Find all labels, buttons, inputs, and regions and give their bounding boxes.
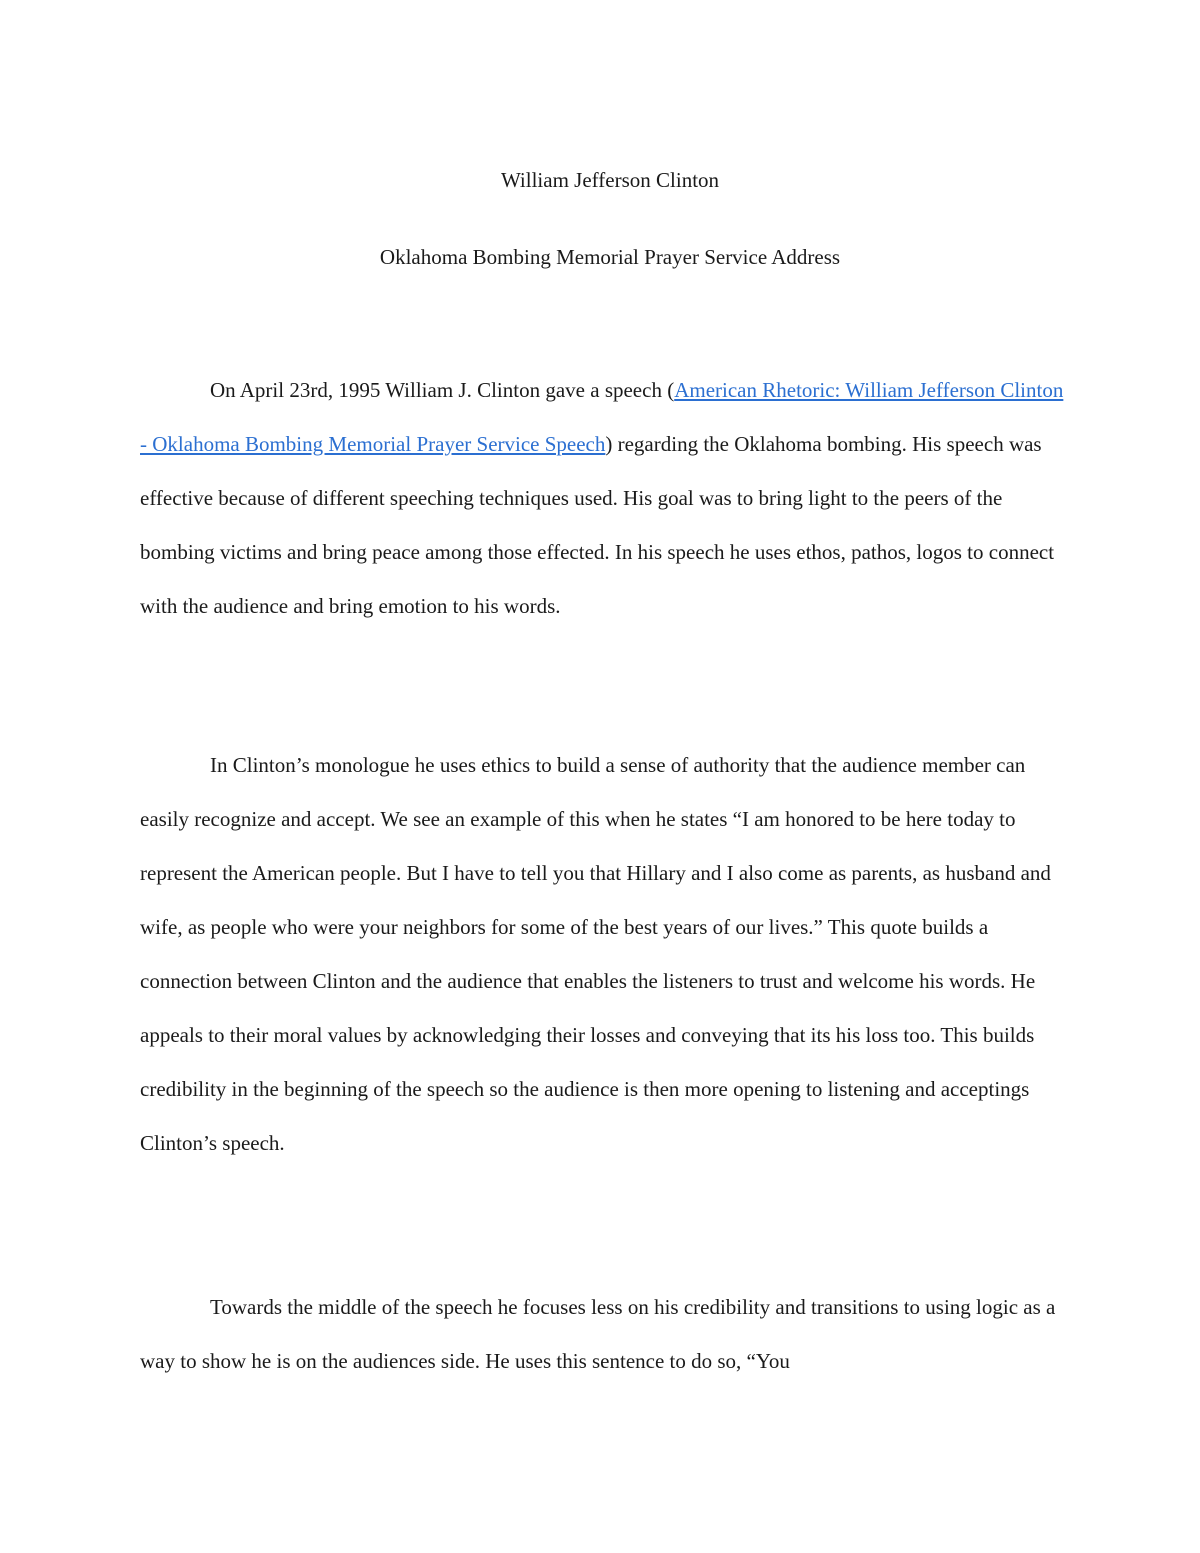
paragraph-2 xyxy=(140,738,1065,1170)
paragraph-3 xyxy=(140,1280,1065,1388)
paragraph-1 xyxy=(140,363,1065,633)
paragraph-3-text: Towards the middle of the speech he focuses less on his credibility and transitions to using logic as a way to show he is on the audiences side. He uses this sentence to do so, “You xyxy=(140,1295,1056,1373)
author-heading: William Jefferson Clinton xyxy=(500,168,720,192)
paragraph-1-body: ) regarding the Oklahoma bombing. His speech was effective because of different speeching techniques used. His goal was to bring light to the peers of the bombing victims and bring peace among those effected. In his speech he uses ethos, pathos, logos to connect with the audience and bring emotion to his words. xyxy=(140,432,1055,618)
document-title: Oklahoma Bombing Memorial Prayer Service Address xyxy=(379,245,841,269)
citation-link[interactable]: American Rhetoric: William Jefferson Clinton - Oklahoma Bombing Memorial Prayer Service Speech xyxy=(140,378,1064,456)
paragraph-1-intro: On April 23rd, 1995 William J. Clinton gave a speech ( xyxy=(210,378,675,402)
paragraph-2-text: In Clinton’s monologue he uses ethics to build a sense of authority that the audience member can easily recognize and accept. We see an example of this when he states “I am honored to be here today to represent the American people. But I have to tell you that Hillary and I also come as parents, as husband and wife, as people who were your neighbors for some of the best years of our lives.” This quote builds a connection between Clinton and the audience that enables the listeners to trust and welcome his words. He appeals to their moral values by acknowledging their losses and conveying that its his loss too. This builds credibility in the beginning of the speech so the audience is then more opening to listening and acceptings Clinton’s speech. xyxy=(140,753,1051,1155)
